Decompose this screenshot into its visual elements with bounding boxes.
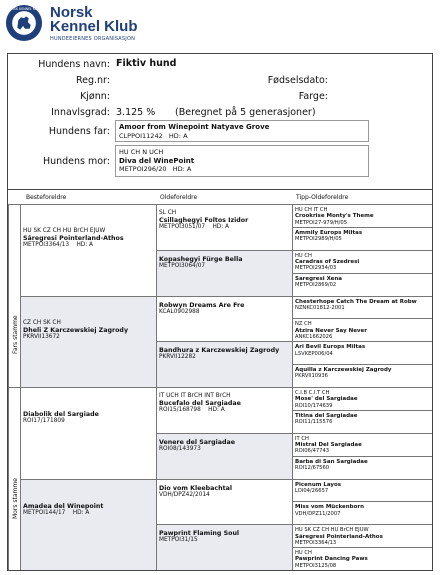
dog-name: Caradras of Szedresi [295,259,360,266]
great-great-grandparent-cell [292,204,432,227]
sex-label: Kjønn: [80,91,110,102]
dog-hd: HD: A [212,224,230,230]
dog-titles: CZ CH SK CH [23,319,61,326]
dog-reg: KCAL0902988 [159,308,200,315]
dog-name: Ammily Europs Miltas [295,229,363,236]
dam-hd: HD: A [172,165,192,173]
great-great-grandparent-cell [292,250,432,273]
dog-name: Picenum Layos [295,481,342,488]
dog-reg: METPOI27-979/H/05 [295,219,348,226]
dog-titles: IT UCH IT BrCH INT BrCH [159,393,231,399]
sire-reg: CLPPOI11242 [119,131,163,140]
org-line2: Kennel Klub [50,18,138,35]
grandparent-cell [20,479,156,571]
dog-reg: VDH/DPZ11/2007 [295,510,341,517]
dog-titles: HU CH [295,252,312,259]
great-grandparent-cell [156,433,292,479]
dog-titles: HU SK CZ CH HU BrCH EJUW [23,228,106,234]
reg-label: Reg.nr: [75,75,110,86]
dog-name: Pawprint Flaming Soul [159,530,240,538]
dog-name: Diabolik del Sargiade [23,411,99,418]
dog-reg: PKRVII10936 [295,373,328,380]
dam-side-label: Mors stamme [12,478,19,519]
name-label: Hundens navn: [38,59,110,70]
dog-name: Săregresi Pointerland-Athos [295,533,383,540]
dog-reg: METPOI144/17 [23,509,66,516]
dog-reg: METPOI3364/13 [23,242,70,248]
dog-name: Amadea del Winepoint [23,502,104,510]
great-great-grandparent-cell [292,501,432,524]
great-great-grandparent-cell [292,410,432,433]
dam-name: Diva del WinePoint [119,156,195,165]
org-subtitle: HUNDEEIERNES ORGANISASJON [50,36,136,42]
dog-reg: METPOI2934/03 [295,265,337,272]
sire-label: Hundens far: [48,126,110,137]
great-great-grandparent-cell [292,387,432,410]
dog-reg: ROI15/168798 [159,407,201,413]
dog-name: Mose' del Sargiadae [295,396,358,403]
dog-name: Săregresi Pointerland-Athos [23,235,124,242]
great-great-grandparent-cell [292,227,432,250]
dam-label: Hundens mor: [42,156,110,167]
logo-text: NORSK KENNEL KLUB [6,7,42,12]
dog-name: Crookrise Monty's Theme [295,213,374,220]
color-label: Farge: [298,91,328,102]
dog-name: Mistral Del Sargiadae [295,442,362,449]
great-great-grandparent-cell [292,524,432,547]
side-strip [8,204,20,387]
dam-reg: METPOI296/20 [119,165,167,173]
grandparent-cell [20,387,156,479]
org-line1: Norsk [50,4,93,21]
dog-reg: PKRVII13672 [23,333,60,340]
nkk-logo [5,4,43,42]
dog-name: Csillaghegyi Foltos Izidor [159,217,249,224]
great-great-grandparent-cell [292,479,432,502]
dog-name: Kopashegyi Fürge Bella [159,255,243,263]
dog-name: Dio vom Kleebachtal [159,484,233,492]
dog-reg: ROI10/174639 [295,402,333,409]
great-grandparent-cell [156,204,292,250]
header-great-great-grandparents: Tipp-Oldeforeldre [296,194,349,201]
dog-name: Atzira Never Say Never [295,327,367,334]
pedigree-form [7,53,433,571]
dog-titles: HU CH IT CH [295,207,328,213]
dog-name: Pawprint Dancing Paws [295,556,368,563]
dog-name: Aquilla z Karczewskiej Zagrody [295,367,392,374]
organization-name [50,6,138,42]
dog-reg: METPOI3125/08 [295,562,337,569]
dog-reg: METPOI31/15 [159,537,198,544]
great-grandparent-cell [156,387,292,433]
dog-reg: LOI04/26657 [295,487,329,494]
dam-box [115,145,369,177]
dog-reg: METPOI2989/H/05 [295,236,342,243]
dog-name: Venere del Sargiadae [159,438,236,446]
inbreed-value: 3.125 % [116,107,156,118]
great-grandparent-cell [156,296,292,342]
dog-hd: HD: A [208,407,225,413]
dog-name: Bucefalo del Sargiadae [159,400,241,407]
dog-name: Barba di San Sargiadae [295,458,368,465]
dog-titles: C.I.B C.I.T CH [295,390,330,396]
great-great-grandparent-cell [292,433,432,456]
dog-reg: ROI12/67560 [295,464,330,471]
dog-reg: METPOI2869/02 [295,281,337,288]
birth-label: Fødselsdato: [267,75,328,86]
great-great-grandparent-cell [292,456,432,479]
great-great-grandparent-cell [292,341,432,364]
dog-reg: ROI08/143973 [159,445,201,452]
dog-hd: HD: A [76,242,94,248]
dog-name: Chesterhope Catch The Dream at Robw [295,298,417,305]
dog-titles: HU CH [295,550,312,557]
great-great-grandparent-cell [292,296,432,319]
great-grandparent-cell [156,524,292,570]
dog-titles: HU SK CZ CH HU BrCH EJUW [295,527,369,534]
inbreed-label: Innavlsgrad: [51,107,110,118]
dog-reg: ROI11/115576 [295,419,333,426]
great-great-grandparent-cell [292,364,432,387]
great-grandparent-cell [156,250,292,296]
great-grandparent-cell [156,341,292,387]
dog-reg: METPOI3364/13 [295,539,337,546]
dam-titles: HU CH N UCH [119,148,164,156]
dog-reg: LSVKEP006/04 [295,350,333,357]
grandparent-cell [20,204,156,296]
dog-name: Titina del Sargiadae [295,412,358,419]
pedigree-grid [8,204,432,570]
dog-reg: METPOI3064/07 [159,262,206,269]
inbreed-note: (Beregnet på 5 generasjoner) [175,107,316,118]
grandparent-cell [20,296,156,388]
dog-reg: NZNKC01812-2001 [295,304,345,311]
dog-hd: HD: A [72,509,90,516]
header-grandparents: Besteforeldre [26,194,67,201]
dog-reg: ROI17/171809 [23,418,65,424]
great-great-grandparent-cell [292,318,432,341]
sire-hd: HD: A [168,131,188,140]
great-grandparent-cell [156,479,292,525]
dog-name: Miss vom Mückenborn [295,504,364,511]
great-great-grandparent-cell [292,273,432,296]
dog-titles: SL CH [159,210,177,216]
dog-reg: METPOI3051/07 [159,224,206,230]
dog-name: Fiktiv hund [116,58,177,69]
great-great-grandparent-cell [292,547,432,570]
dog-reg: VDH/DPZ42/2014 [159,491,210,498]
dog-name: Ari Bevil Europs Miltas [295,344,366,351]
dog-reg: PKRVII12282 [159,354,196,361]
sire-side-label: Fars stamme [12,315,19,354]
spacer [65,510,72,516]
dog-titles: IT CH [295,435,309,442]
dog-name: Bandhura z Karczewskiej Zagrody [159,347,280,355]
sire-name: Amoor from Winepoint Natyave Grove [119,123,270,131]
dog-name: Robwyn Dreams Are Fre [159,301,245,309]
dog-reg: ANKC1662026 [295,333,333,340]
dog-reg: ROI06/47743 [295,448,330,455]
dog-name: Dheli Z Karczewskiej Zagrody [23,326,129,334]
dog-info-section [8,54,432,190]
dog-name: Saregresi Xena [295,275,343,282]
dog-titles: NZ CH [295,321,312,328]
header-great-grandparents: Oldeforeldre [160,194,198,201]
sire-box [115,120,369,142]
